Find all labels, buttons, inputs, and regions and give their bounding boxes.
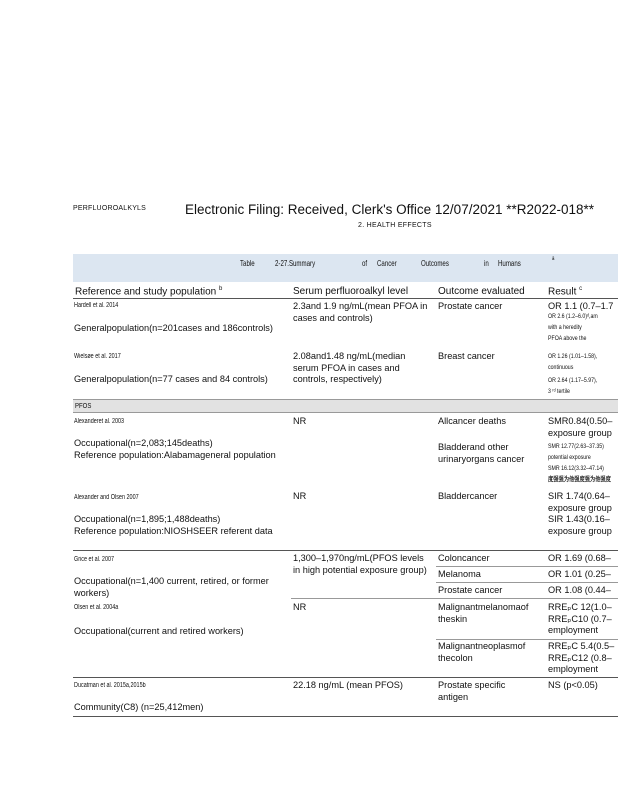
serum-olsen: NR bbox=[293, 602, 307, 612]
reference-alexander-2003: Alexanderet al. 2003 bbox=[74, 418, 125, 425]
result-wielsoe-line2: continuous bbox=[548, 364, 574, 371]
population-alexander-2003: Occupational(n=2,083;145deaths) Reference population:Alabamageneral population bbox=[74, 438, 276, 460]
result-ducatman: NS (p<0.05) bbox=[548, 680, 598, 690]
caption-table-word: Table bbox=[240, 258, 255, 268]
outcome-alexander-2003-all: Allcancer deaths bbox=[438, 416, 506, 426]
grice-subrule-1 bbox=[436, 566, 618, 567]
reference-alexander-olsen-2007: Alexander and Olsen 2007 bbox=[74, 494, 139, 501]
result-hardell-line2: OR 2.6 (1.2–6.0)ᵈ,am bbox=[548, 313, 598, 320]
result-alexander-2003-bladder-l1: SMR 12.77(2.63–37.35) bbox=[548, 443, 604, 450]
result-grice-melanoma: OR 1.01 (0.25– bbox=[548, 569, 611, 579]
filing-stamp: Electronic Filing: Received, Clerk's Office 12/07/2021 **R2022-018** bbox=[185, 202, 595, 217]
population-olsen: Occupational(current and retired workers) bbox=[74, 626, 244, 636]
result-hardell-main: OR 1.1 (0.7–1.7 bbox=[548, 301, 614, 311]
result-grice-colon: OR 1.69 (0.68– bbox=[548, 553, 611, 563]
outcome-grice-melanoma: Melanoma bbox=[438, 569, 481, 579]
column-header-result: Result $^c$ bbox=[548, 286, 583, 298]
serum-wielsoe: 2.08and1.48 ng/mL(median serum PFOA in cases and controls, respectively) bbox=[293, 351, 406, 384]
outcome-grice-prostate: Prostate cancer bbox=[438, 585, 503, 595]
population-alexander-olsen-2007: Occupational(n=1,895;1,488deaths) Reference population:NIOSHSEER referent data bbox=[74, 514, 273, 536]
result-olsen-melanoma: RREₚC 12(1.0– RREₚC10 (0.7– employment bbox=[548, 602, 612, 635]
result-alexander-2003-bladder-l2: potential exposure bbox=[548, 454, 591, 461]
population-hardell: Generalpopulation(n=201cases and 186controls) bbox=[74, 323, 273, 333]
result-hardell-line4: PFOA above the bbox=[548, 335, 587, 342]
caption-word-in: in bbox=[484, 258, 489, 268]
serum-hardell: 2.3and 1.9 ng/mL(mean PFOA in cases and controls) bbox=[293, 301, 428, 323]
outcome-alexander-2003-bladder: Bladderand other urinaryorgans cancer bbox=[438, 442, 525, 464]
serum-ducatman: 22.18 ng/mL (mean PFOS) bbox=[293, 680, 403, 690]
row-rule-2 bbox=[73, 677, 618, 678]
caption-word-humans: Humans bbox=[498, 258, 521, 268]
table-bottom-rule bbox=[73, 716, 618, 717]
reference-wielsoe: Wielsøe et al. 2017 bbox=[74, 353, 121, 360]
reference-ducatman: Ducatman et al. 2015a,2015b bbox=[74, 682, 146, 689]
result-grice-prostate: OR 1.08 (0.44– bbox=[548, 585, 611, 595]
result-wielsoe-line4: 3 ʳᵈ tertile bbox=[548, 388, 570, 395]
result-olsen-colon: RREₚC 5.4(0.5– RREₚC12 (0.8– employment bbox=[548, 641, 615, 674]
reference-grice: Grice et al. 2007 bbox=[74, 556, 115, 563]
result-alexander-olsen-2007: SIR 1.74(0.64– exposure group SIR 1.43(0.16– exposure group bbox=[548, 491, 612, 536]
serum-grice: 1,300–1,970ng/mL(PFOS levels in high potential exposure group) bbox=[293, 553, 427, 575]
pfos-section-label: PFOS bbox=[75, 401, 92, 410]
outcome-hardell: Prostate cancer bbox=[438, 301, 503, 311]
serum-alexander-2003: NR bbox=[293, 416, 307, 426]
serum-alexander-olsen-2007: NR bbox=[293, 491, 307, 501]
pfos-top-rule bbox=[73, 399, 618, 400]
caption-footnote-mark: a bbox=[552, 256, 555, 262]
header-rule bbox=[73, 298, 618, 299]
pfos-bottom-rule bbox=[73, 412, 618, 413]
reference-olsen: Olsen et al. 2004a bbox=[74, 604, 119, 611]
outcome-grice-colon: Coloncancer bbox=[438, 553, 490, 563]
row-rule-1 bbox=[73, 550, 618, 551]
running-header-left: PERFLUOROALKYLS bbox=[73, 205, 147, 212]
column-header-outcome: Outcome evaluated bbox=[438, 286, 525, 297]
grice-subrule-3 bbox=[291, 598, 618, 599]
chapter-heading: 2. HEALTH EFFECTS bbox=[358, 222, 432, 229]
result-wielsoe-line1: OR 1.26 (1.01–1.58), bbox=[548, 353, 598, 360]
population-ducatman: Community(C8) (n=25,412men) bbox=[74, 702, 204, 712]
result-alexander-2003-bladder-l3: SMR 16.12(3.32–47.14) bbox=[548, 465, 604, 472]
result-alexander-2003-bladder-l4: 度强强为他强度强为他强度 bbox=[548, 476, 611, 483]
pfos-section-band bbox=[73, 399, 618, 412]
caption-word-cancer: Cancer bbox=[377, 258, 397, 268]
column-header-serum: Serum perfluoroalkyl level bbox=[293, 286, 409, 297]
outcome-wielsoe: Breast cancer bbox=[438, 351, 495, 361]
caption-word-outcomes: Outcomes bbox=[421, 258, 449, 268]
result-hardell-line3: with a heredity bbox=[548, 324, 582, 331]
population-wielsoe: Generalpopulation(n=77 cases and 84 controls) bbox=[74, 374, 268, 384]
result-wielsoe-line3: OR 2.64 (1.17–5.97), bbox=[548, 377, 598, 384]
olsen-subrule bbox=[436, 639, 618, 640]
outcome-alexander-olsen-2007: Bladdercancer bbox=[438, 491, 498, 501]
outcome-olsen-melanoma: Malignantmelanomaof theskin bbox=[438, 602, 529, 624]
outcome-olsen-colon: Malignantneoplasmof thecolon bbox=[438, 641, 526, 663]
grice-subrule-2 bbox=[436, 582, 618, 583]
table-caption-bar bbox=[73, 254, 618, 282]
caption-number: 2-27.Summary bbox=[275, 258, 316, 268]
result-alexander-2003-all: SMR0.84(0.50– exposure group bbox=[548, 416, 613, 438]
outcome-ducatman: Prostate specific antigen bbox=[438, 680, 506, 702]
caption-word-of: of bbox=[362, 258, 368, 268]
population-grice: Occupational(n=1,400 current, retired, or former workers) bbox=[74, 576, 269, 598]
reference-hardell: Hardell et al. 2014 bbox=[74, 302, 119, 309]
column-header-reference: Reference and study population $^b$ bbox=[75, 286, 223, 298]
